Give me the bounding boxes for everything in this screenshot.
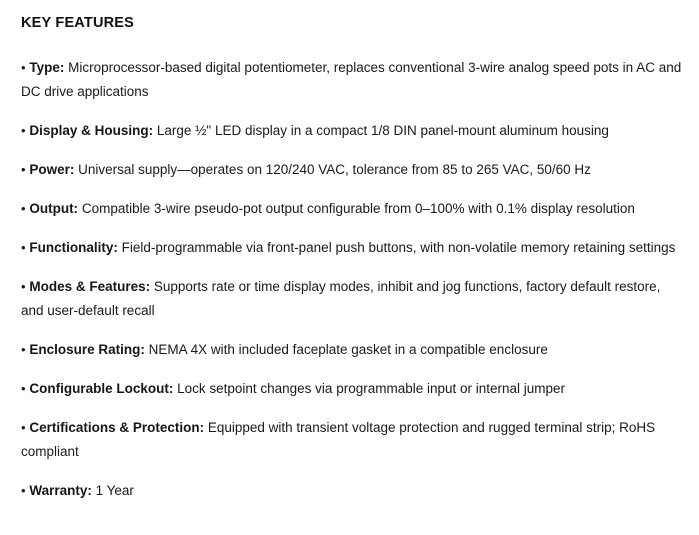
bullet-icon: •: [21, 420, 26, 435]
feature-item-type: [21, 56, 684, 104]
feature-item-functionality: [21, 236, 684, 260]
bullet-icon: •: [21, 201, 26, 216]
feature-item-output: [21, 197, 684, 221]
feature-item-certifications-protection: [21, 416, 684, 464]
bullet-icon: •: [21, 162, 26, 177]
feature-text: NEMA 4X with included faceplate gasket in a compatible enclosure: [148, 342, 548, 357]
feature-text: Supports rate or time display modes, inhibit and jog functions, factory default restore, and user-default recall: [21, 279, 661, 318]
feature-label: Functionality:: [29, 240, 118, 255]
feature-item-power: [21, 158, 684, 182]
bullet-icon: •: [21, 279, 26, 294]
feature-text: Field-programmable via front-panel push buttons, with non-volatile memory retaining settings: [121, 240, 676, 255]
feature-label: Type:: [29, 60, 65, 75]
feature-text: Large ½" LED display in a compact 1/8 DIN panel-mount aluminum housing: [156, 123, 609, 138]
feature-text: Equipped with transient voltage protection and rugged terminal strip; RoHS compliant: [21, 420, 656, 459]
feature-item-configurable-lockout: [21, 377, 684, 401]
feature-label: Output:: [29, 201, 79, 216]
feature-text: Lock setpoint changes via programmable input or internal jumper: [177, 381, 566, 396]
feature-label: Configurable Lockout:: [29, 381, 174, 396]
feature-label: Modes & Features:: [29, 279, 151, 294]
feature-label: Power:: [29, 162, 75, 177]
feature-item-warranty: [21, 479, 684, 503]
bullet-icon: •: [21, 342, 26, 357]
feature-text: Universal supply—operates on 120/240 VAC, tolerance from 85 to 265 VAC, 50/60 Hz: [78, 162, 591, 177]
bullet-icon: •: [21, 60, 26, 75]
bullet-icon: •: [21, 123, 26, 138]
bullet-icon: •: [21, 240, 26, 255]
feature-text: 1 Year: [95, 483, 134, 498]
feature-item-enclosure-rating: [21, 338, 684, 362]
bullet-icon: •: [21, 381, 26, 396]
feature-text: Compatible 3-wire pseudo-pot output configurable from 0–100% with 0.1% display resolution: [81, 201, 635, 216]
feature-item-display-housing: [21, 119, 684, 143]
feature-label: Certifications & Protection:: [29, 420, 205, 435]
feature-label: Enclosure Rating:: [29, 342, 145, 357]
feature-text: Microprocessor-based digital potentiometer, replaces conventional 3-wire analog speed pots in AC and DC drive applications: [21, 60, 682, 99]
bullet-icon: •: [21, 483, 26, 498]
section-title: KEY FEATURES: [21, 15, 135, 31]
feature-label: Display & Housing:: [29, 123, 154, 138]
feature-item-modes-features: [21, 275, 684, 323]
feature-label: Warranty:: [29, 483, 92, 498]
